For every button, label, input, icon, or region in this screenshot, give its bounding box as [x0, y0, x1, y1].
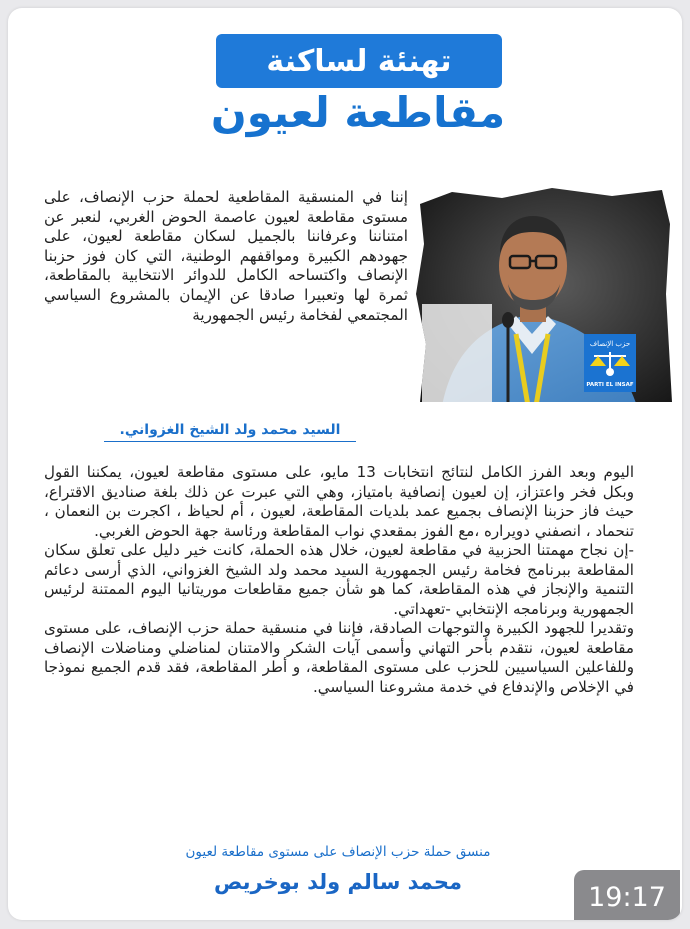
banner-text: تهنئة لساكنة: [266, 43, 452, 79]
time-overlay: [574, 870, 680, 920]
candidate-photo: [412, 184, 674, 406]
body-paragraph-success: -إن نجاح مهمتنا الحزبية في مقاطعة لعيون، خلال هذه الحملة، كانت خير دليل على تعلق سكان المقاطعة ببرنامج فخامة رئيس الجمهورية السيد محمد ولد الشيخ الغزواني، الذي أرسى دعائم التنمية والإنجاز في هذه المقاطعة، كما هو شأن جميع مقاطعات موريتانيا اليوم الممتنة لرئيس الجمهورية وبرنامجه الإنتخابي -تعهداتي.: [44, 541, 634, 618]
time-text: 19:17: [588, 881, 666, 913]
header-banner: [216, 34, 502, 88]
portrait-illustration: [412, 184, 674, 406]
body-paragraph-results: اليوم وبعد الفرز الكامل لنتائج انتخابات 13 مايو، على مستوى مقاطعة لعيون، يمكننا القول وبكل فخر واعتزاز، إن لعيون إنصافية بامتياز، وهي التي عبرت عن ذلك بلغة صناديق الاقتراع، حيث فاز حزبنا الإنصاف بجميع عمد بلديات المقاطعة، لعيون ، أم لحياظ ، اكجرت بن النعمان ، تنحماد ، انصفني دويراره ،مع الفوز بمقعدي نواب المقاطعة ورئاسة جهة الحوض الغربي.: [44, 463, 635, 540]
announcement-card: [8, 8, 682, 920]
president-name: السيد محمد ولد الشيخ الغزواني.: [104, 422, 356, 442]
svg-text:PARTI EL INSAF: PARTI EL INSAF: [586, 382, 634, 388]
party-logo: [584, 334, 636, 392]
signature-role: منسق حملة حزب الإنصاف على مستوى مقاطعة لعيون: [185, 844, 491, 860]
body-paragraph-thanks: وتقديرا للجهود الكبيرة والتوجهات الصادقة، فإننا في منسقية حملة حزب الإنصاف، على مستوى مقاطعة لعيون، نتقدم بأحر التهاني وأسمى آيات الشكر والامتنان لمناضلي ومناضلات الإنصاف وللفاعلين السياسيين للحزب على مستوى المقاطعة، و أطر المقاطعة، فقد قدم الجميع نموذجا في الإخلاص والإندفاع في خدمة مشروعنا السياسي.: [44, 619, 634, 696]
page-title: مقاطعة لعيون: [210, 88, 506, 137]
body-section: [44, 463, 634, 697]
signature-name: محمد سالم ولد بوخريص: [213, 870, 463, 894]
svg-text:حزب الإنصاف: حزب الإنصاف: [589, 340, 631, 348]
intro-paragraph: إننا في المنسقية المقاطعية لحملة حزب الإنصاف، على مستوى مقاطعة لعيون عاصمة الحوض الغربي، لنعبر عن امتناننا وعرفاننا بالجميل لسكان مقاطعة لعيون، على جهودهم الكبيرة ومواقفهم الوطنية، التي كان فوز حزبنا الإنصاف واكتساحه الكامل للدوائر الانتخابية بالمقاطعة، ثمرة لها وتعبيرا صادقا عن الإيمان بالمشروع السياسي المجتمعي لفخامة رئيس الجمهورية: [44, 188, 408, 324]
